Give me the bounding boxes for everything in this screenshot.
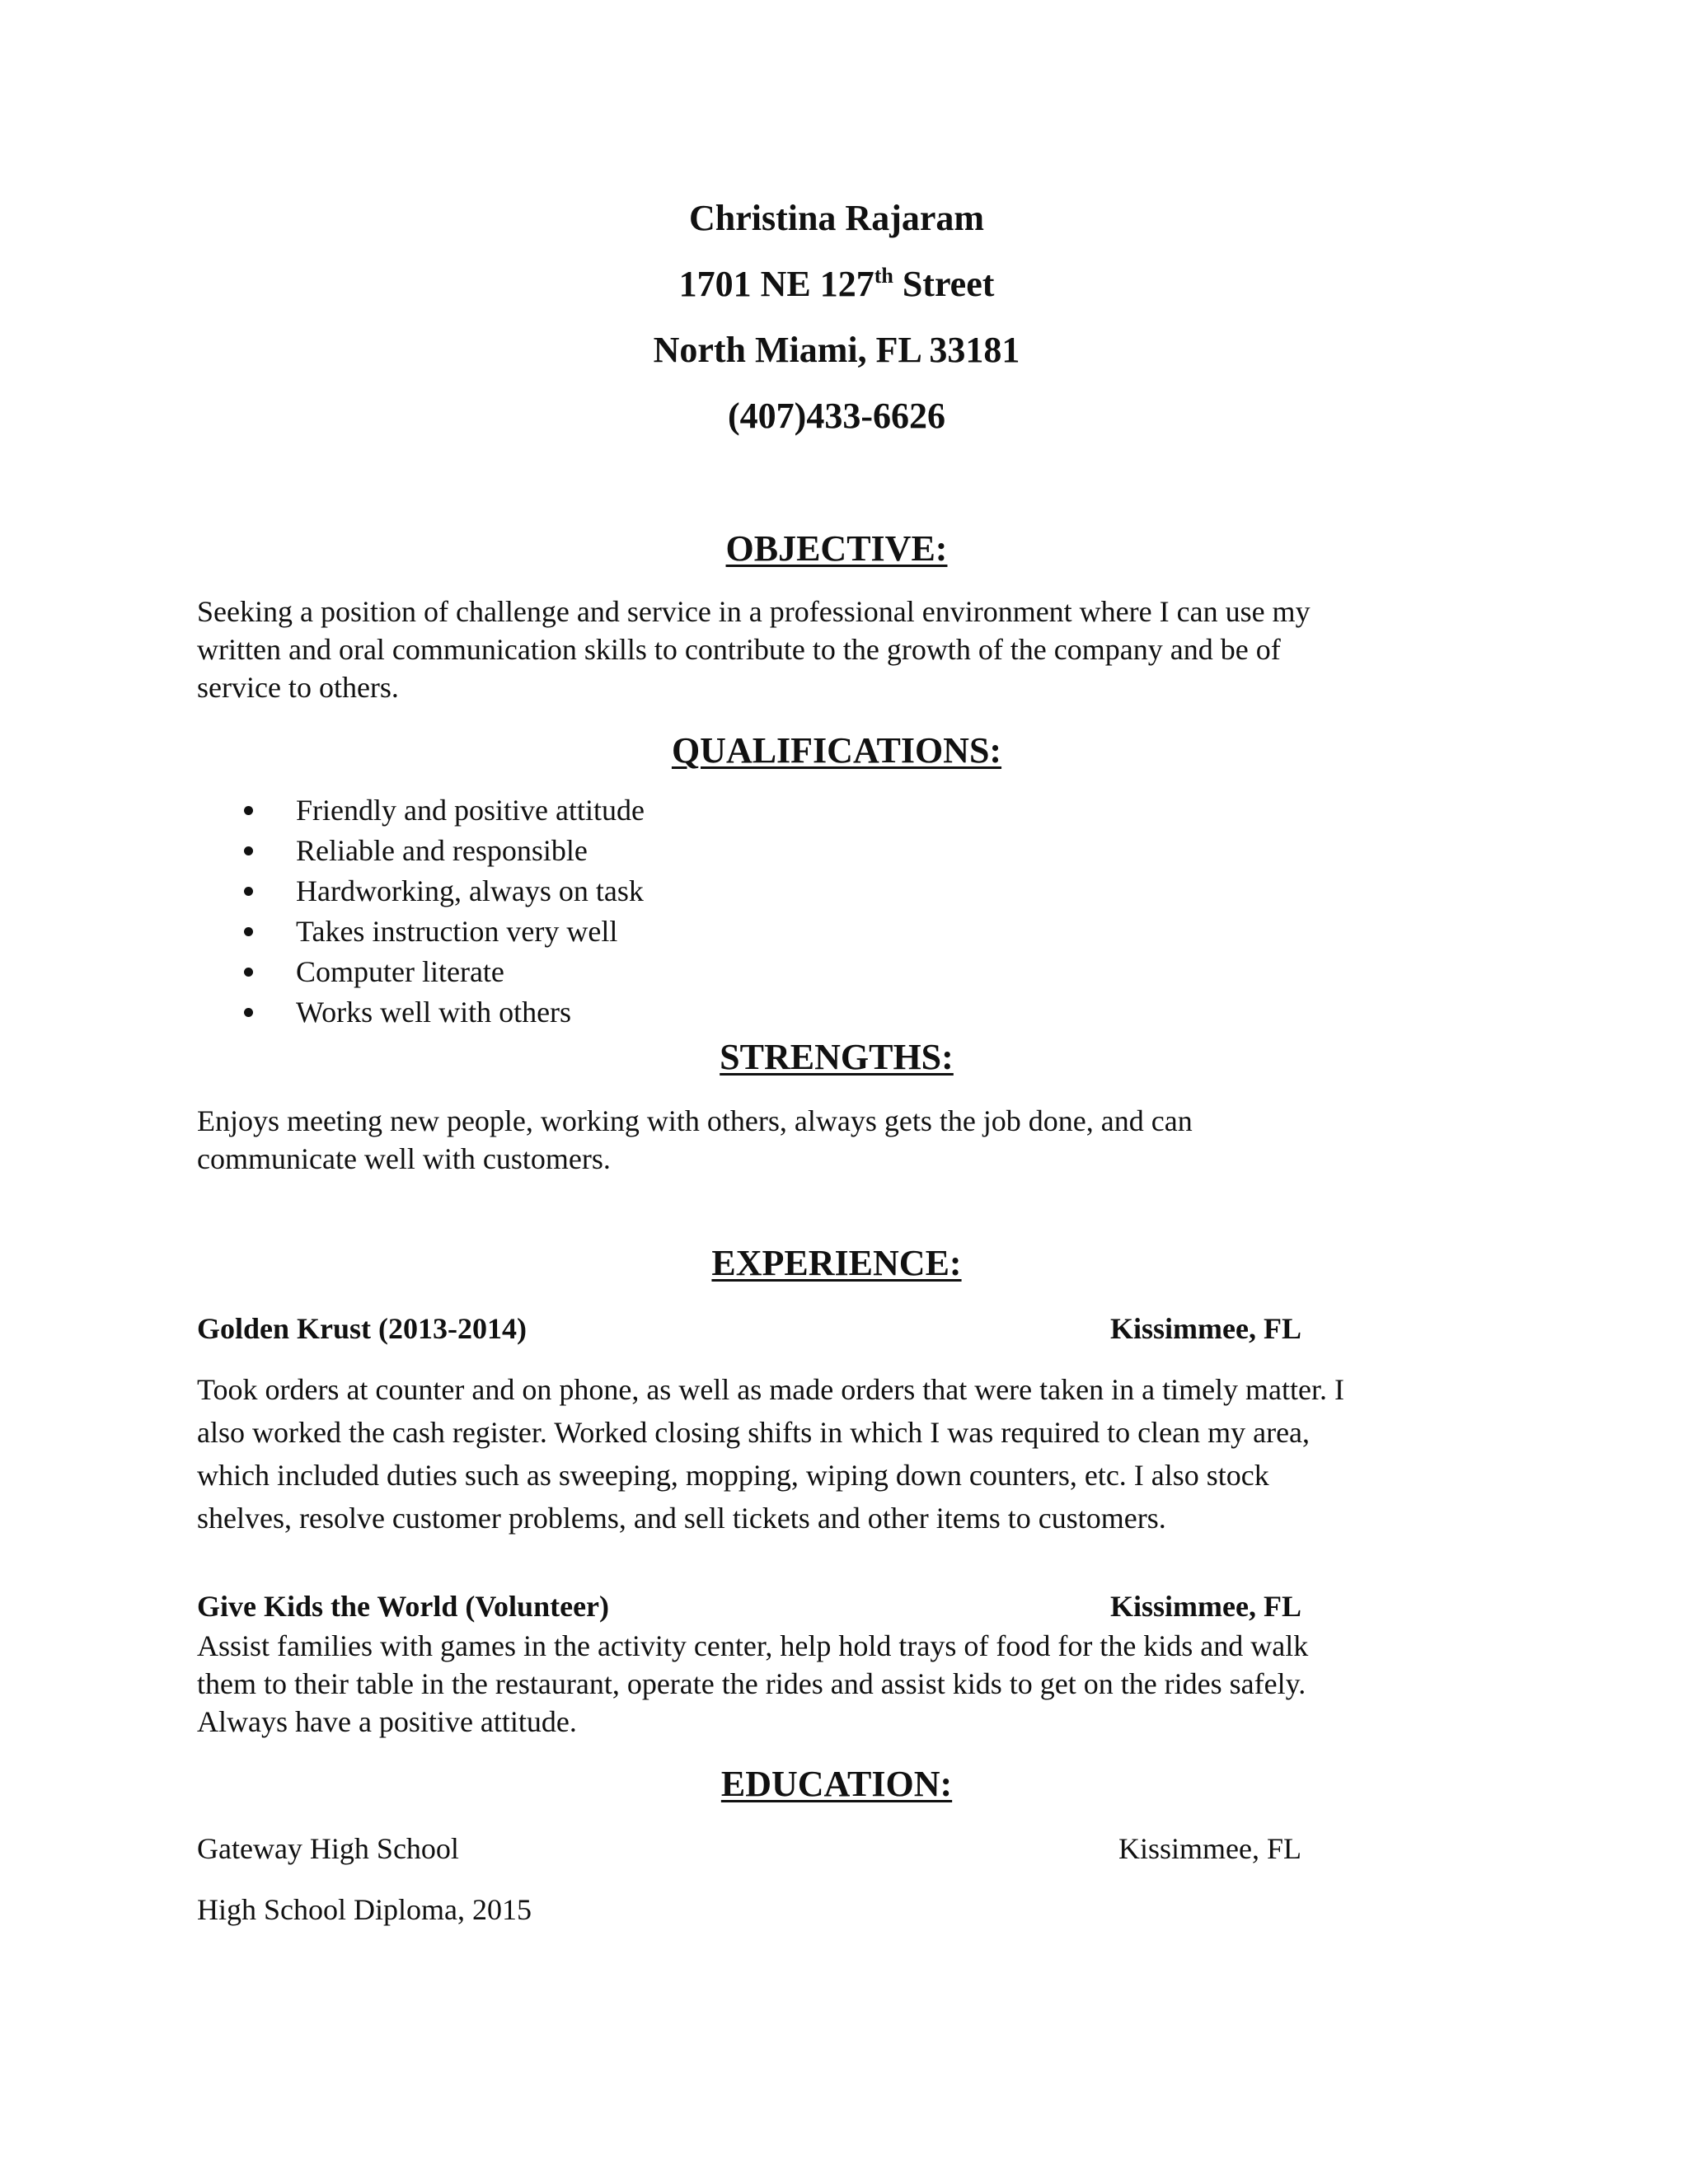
objective-line: written and oral communication skills to contribute to the growth of the company and be of (197, 633, 1281, 666)
job-location: Kissimmee, FL (1110, 1590, 1301, 1623)
ordinal-suffix: th (874, 264, 893, 288)
qualifications-list (197, 790, 645, 1033)
strengths-heading: STRENGTHS: (720, 1037, 954, 1077)
objective-heading: OBJECTIVE: (725, 528, 948, 569)
bullet-icon (244, 846, 253, 855)
strengths-line: communicate well with customers. (197, 1142, 611, 1175)
phone-number: (407)433-6626 (728, 396, 945, 436)
job-title: Golden Krust (2013-2014) (197, 1312, 527, 1345)
education-school-row (197, 1830, 1301, 1868)
city-state-zip: North Miami, FL 33181 (653, 330, 1020, 370)
education-heading: EDUCATION: (720, 1764, 953, 1804)
objective-line: Seeking a position of challenge and service in a professional environment where I can use my (197, 595, 1311, 628)
objective-line: service to others. (197, 671, 399, 704)
street-address (0, 262, 1673, 307)
bullet-icon (244, 806, 253, 815)
qualifications-heading: QUALIFICATIONS: (671, 730, 1002, 771)
objective-text (197, 593, 1483, 706)
street-number: 1701 NE 127 (678, 264, 874, 304)
job-description-line: Took orders at counter and on phone, as well as made orders that were taken in a timely matter. I (197, 1373, 1345, 1406)
job-description-line: also worked the cash register. Worked closing shifts in which I was required to clean my area, (197, 1416, 1311, 1449)
bullet-icon (244, 927, 253, 936)
school-location: Kissimmee, FL (1118, 1832, 1301, 1865)
list-item: Works well with others (197, 992, 645, 1033)
job-header (197, 1588, 1301, 1624)
experience-heading: EXPERIENCE: (711, 1243, 962, 1283)
list-item: Friendly and positive attitude (197, 790, 645, 831)
job-description (197, 1368, 1483, 1540)
list-item: Computer literate (197, 952, 645, 992)
job-description-line: which included duties such as sweeping, mopping, wiping down counters, etc. I also stock (197, 1459, 1269, 1492)
job-description-line: Always have a positive attitude. (197, 1705, 577, 1738)
bullet-icon (244, 1008, 253, 1017)
job-location: Kissimmee, FL (1110, 1312, 1301, 1345)
list-item: Reliable and responsible (197, 831, 645, 871)
bullet-icon (244, 887, 253, 896)
diploma: High School Diploma, 2015 (197, 1893, 532, 1926)
bullet-icon (244, 968, 253, 977)
street-word: Street (893, 264, 995, 304)
job-header (197, 1310, 1301, 1347)
job-title: Give Kids the World (Volunteer) (197, 1590, 610, 1623)
school-name: Gateway High School (197, 1832, 459, 1865)
job-description-line: Assist families with games in the activity center, help hold trays of food for the kids and walk (197, 1629, 1309, 1662)
list-item: Takes instruction very well (197, 912, 645, 952)
job-description-line: them to their table in the restaurant, operate the rides and assist kids to get on the rides safely. (197, 1667, 1306, 1700)
job-description (197, 1627, 1483, 1741)
strengths-line: Enjoys meeting new people, working with others, always gets the job done, and can (197, 1104, 1193, 1137)
education-diploma-row (197, 1891, 1301, 1929)
job-description-line: shelves, resolve customer problems, and sell tickets and other items to customers. (197, 1502, 1166, 1535)
list-item: Hardworking, always on task (197, 871, 645, 912)
strengths-text (197, 1102, 1483, 1178)
applicant-name: Christina Rajaram (688, 198, 985, 238)
